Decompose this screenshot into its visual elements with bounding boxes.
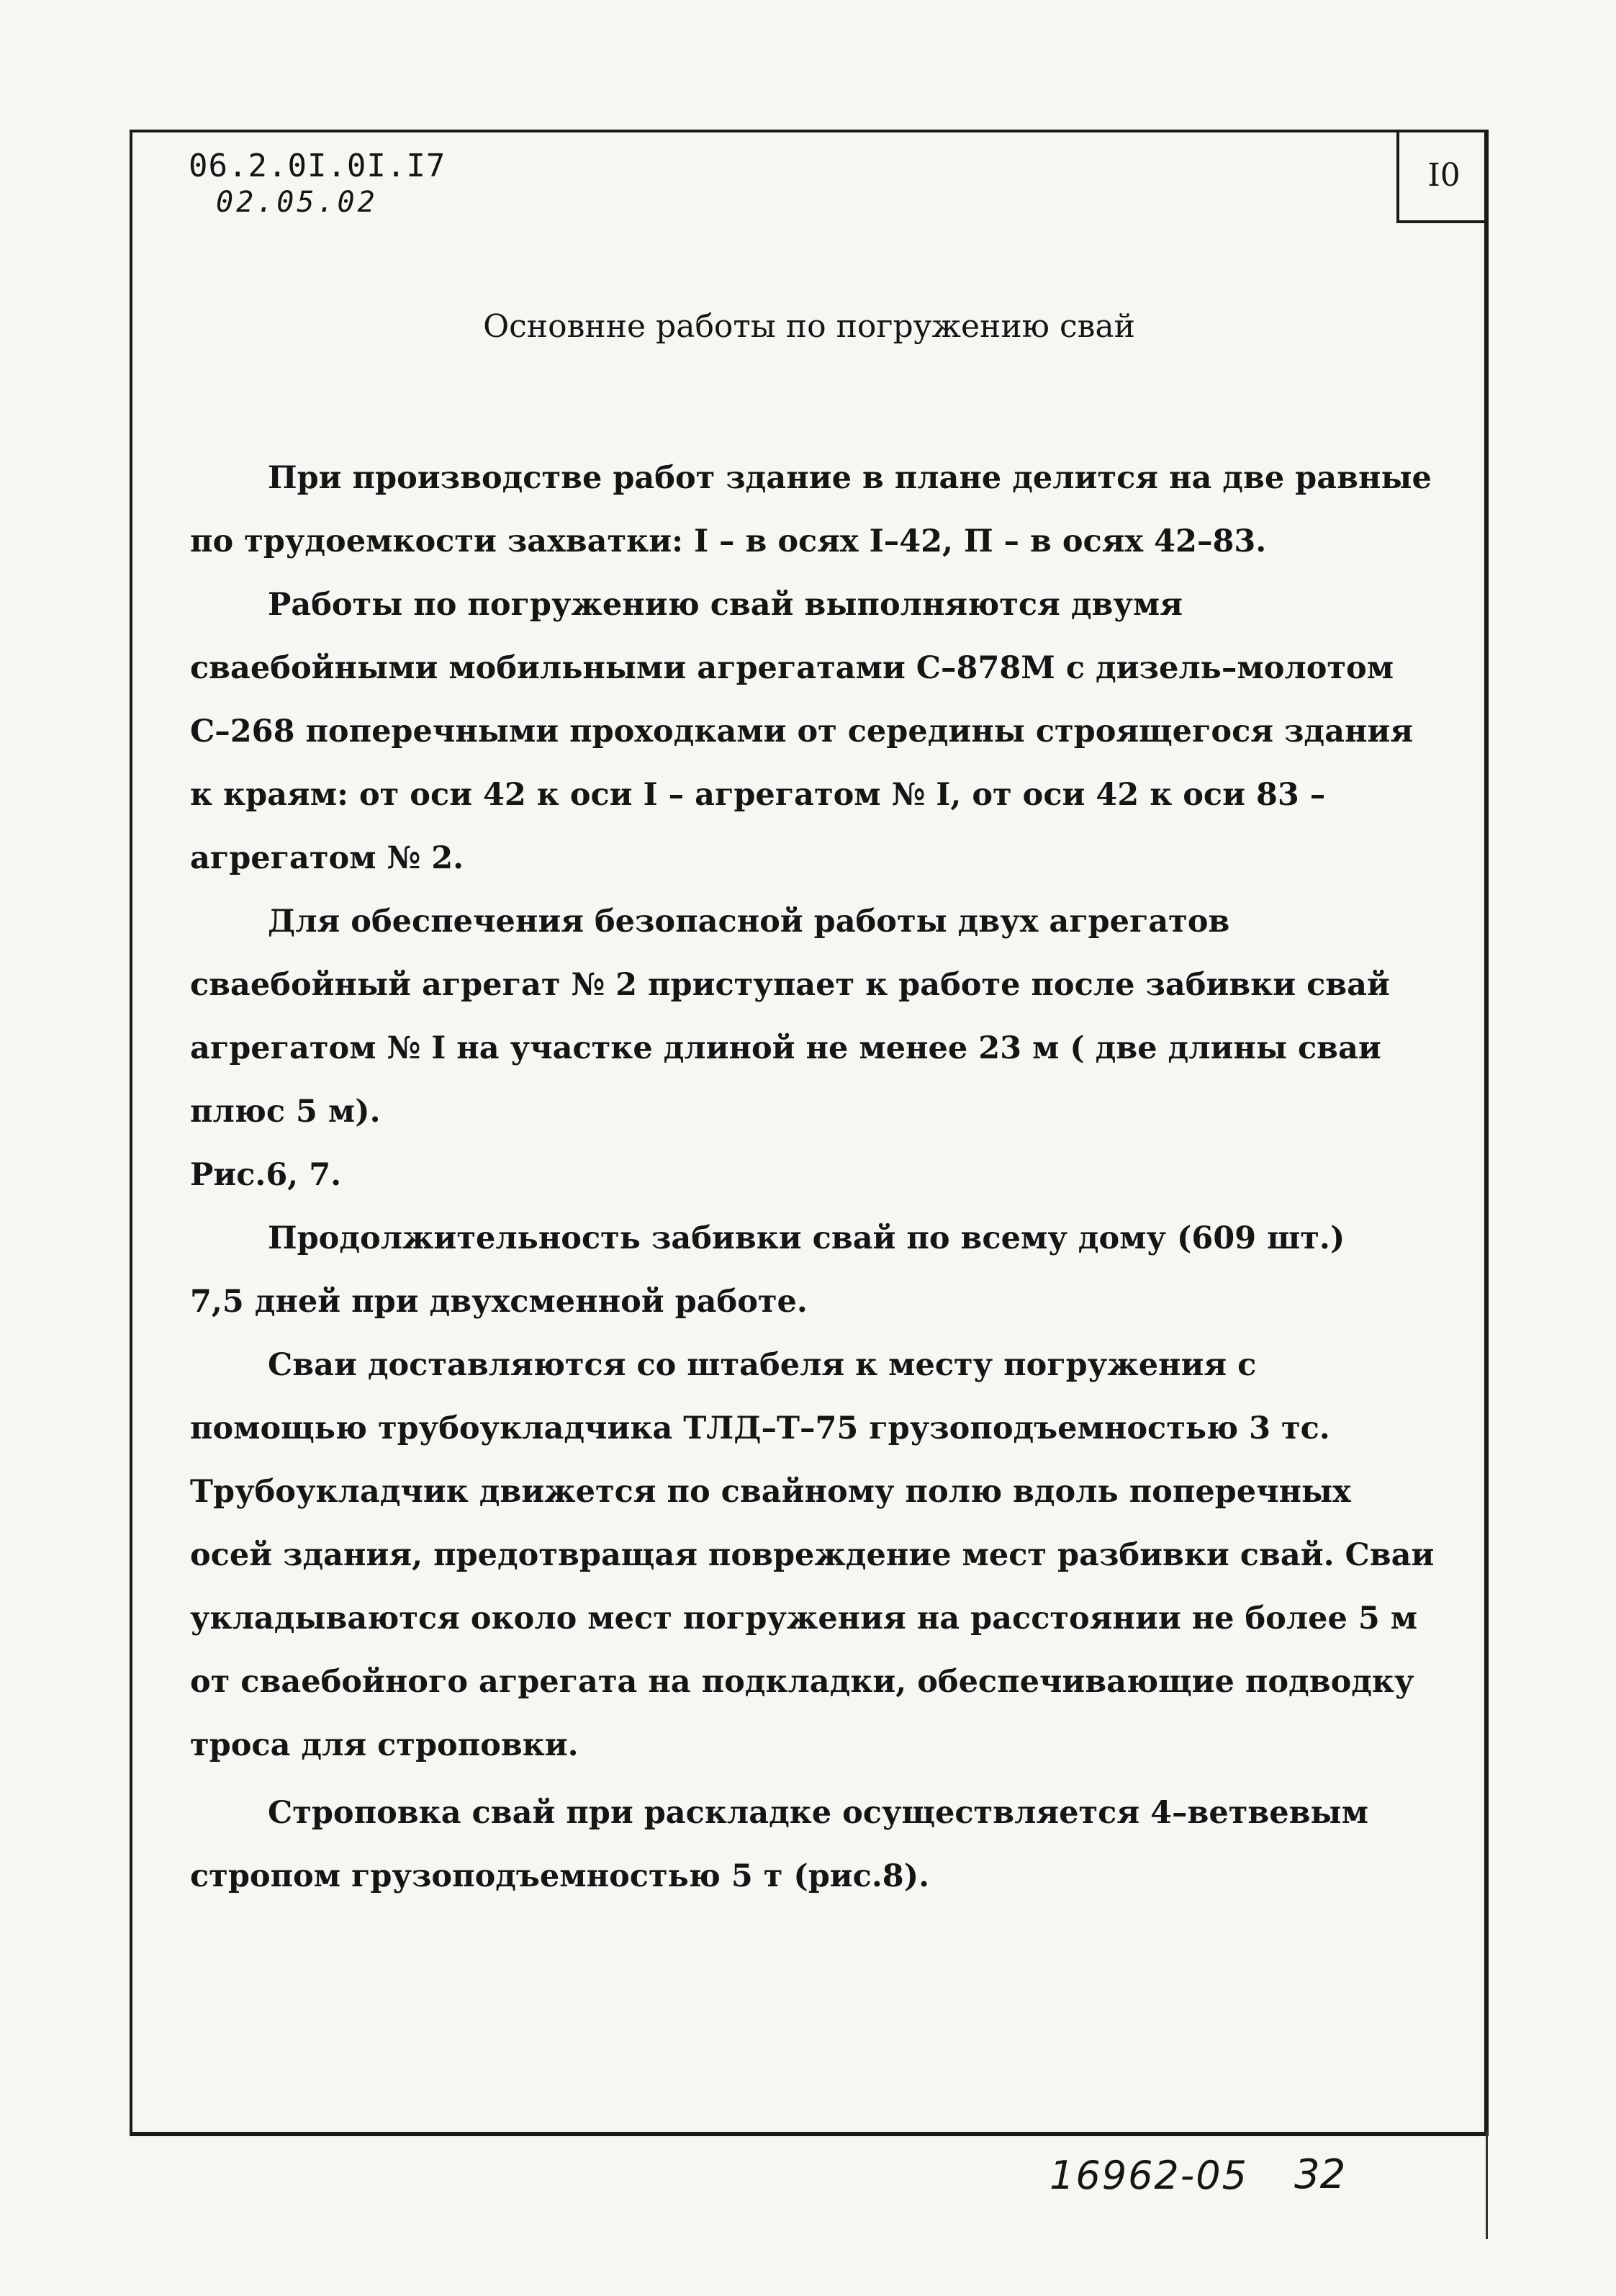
- paragraph: Работы по погружению свай выполняются двумя сваебойными мобильными агрегатами С–878М с дизель–молотом С–268 поперечными проходками от середины строящегося здания к краям: от оси 42 к оси I – агрегатом № I, от оси 42 к оси 83 – агрегатом № 2.: [190, 587, 1414, 876]
- paragraph: Рис.6, 7.: [190, 1157, 342, 1193]
- page-number-box: [1396, 130, 1489, 223]
- document-code: 06.2.0I.0I.I7: [189, 148, 446, 184]
- sheet-number: 32: [1294, 2151, 1346, 2198]
- archive-code: 16962-05: [1050, 2153, 1248, 2198]
- paragraph: Сваи доставляются со штабеля к месту погружения с помощью трубоукладчика ТЛД–Т–75 грузоподъемностью 3 тс. Трубоукладчик движется по свайному полю вдоль поперечных осей здания, предотвращая повреждение мест разбивки свай. Сваи укладываются около мест погружения на расстоянии не более 5 м от сваебойного агрегата на подкладки, обеспечивающие подводку троса для строповки.: [190, 1347, 1435, 1763]
- section-title: Основнне работы по погружению свай: [483, 308, 1135, 345]
- paragraph: Для обеспечения безопасной работы двух агрегатов сваебойный агрегат № 2 приступает к работе после забивки свай агрегатом № I на участке длиной не менее 23 м ( две длины сваи плюс 5 м).: [190, 904, 1390, 1130]
- document-date: 02.05.02: [216, 186, 378, 219]
- edge-line: [1486, 2131, 1488, 2239]
- page-number: I0: [1427, 156, 1461, 194]
- paragraph: Строповка свай при раскладке осуществляется 4–ветвевым стропом грузоподъемностью 5 т (рис.8).: [190, 1795, 1368, 1894]
- paragraph: 7,5 дней при двухсменной работе.: [190, 1284, 808, 1320]
- paragraph: При производстве работ здание в плане делится на две равные по трудоемкости захватки: I – в осях I–42, П – в осях 42–83.: [190, 460, 1432, 559]
- paragraph: Продолжительность забивки свай по всему дому (609 шт.): [268, 1220, 1345, 1256]
- body-text: [190, 446, 1435, 1908]
